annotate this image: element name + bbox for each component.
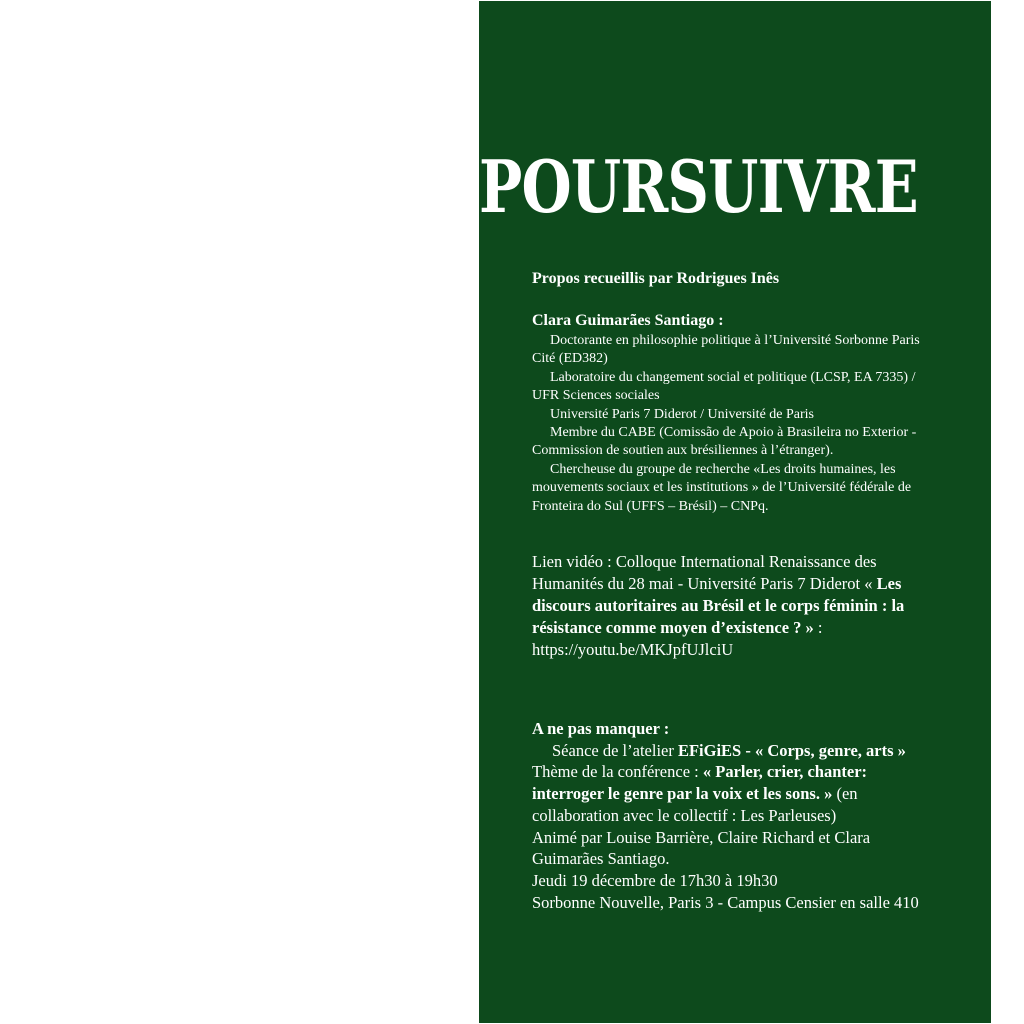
session-prefix: Séance de l’atelier [552,740,678,760]
theme-prefix: Thème de la conférence : [532,762,703,782]
affiliation-line: Université Paris 7 Diderot / Université de Paris [550,406,815,422]
author-name: Clara Guimarães Santiago : [532,312,724,329]
theme-title: « Parler, crier, chanter: interroger le genre par la voix et les sons. » [532,762,868,804]
place-line: Sorbonne Nouvelle, Paris 3 - Campus Censier en salle 410 [532,892,919,912]
video-url[interactable]: https://youtu.be/MKJpfUJlciU [532,640,734,660]
session-title: EFiGiES - « Corps, genre, arts » [677,740,906,760]
video-separator: : [813,618,823,638]
theme-suffix: (en collaboration avec le collectif : Les Parleuses) [532,784,858,825]
date-line: Jeudi 19 décembre de 17h30 à 19h30 [532,870,778,890]
session-line [532,740,942,762]
notice-heading: A ne pas manquer : [532,719,670,739]
interview-credit: Propos recueillis par Rodrigues Inês [532,270,780,287]
green-panel [479,1,991,1023]
affiliation-line: Laboratoire du changement social et politique (LCSP, EA 7335) / UFR Sciences sociales [532,369,916,404]
affiliation-line: Doctorante en philosophie politique à l’Université Sorbonne Paris Cité (ED382) [532,333,920,367]
video-intro: Lien vidéo : Colloque International Renaissance des Humanités du 28 mai - Université Paris 7 Diderot « [532,552,877,594]
hosts-line: Animé par Louise Barrière, Claire Richard et Clara Guimarães Santiago. [532,827,871,869]
video-link-block [532,551,942,661]
article-content [532,269,942,913]
affiliation-line: Chercheuse du groupe de recherche «Les droits humaines, les mouvements sociaux et les institutions » de l’Université fédérale de Fronteira do Sul (UFFS – Brésil) – CNPq. [532,461,912,514]
event-notice [532,718,942,913]
page-title: POURSUIVRE [479,144,918,229]
video-title: Les discours autoritaires au Brésil et le corps féminin : la résistance comme moyen d’existence ? » [532,574,905,638]
affiliation-line: Membre du CABE (Comissão de Apoio à Brasileira no Exterior - Commission de soutien aux brésiliennes à l’étranger). [532,425,917,459]
author-block [532,311,942,516]
theme-line [532,761,942,826]
